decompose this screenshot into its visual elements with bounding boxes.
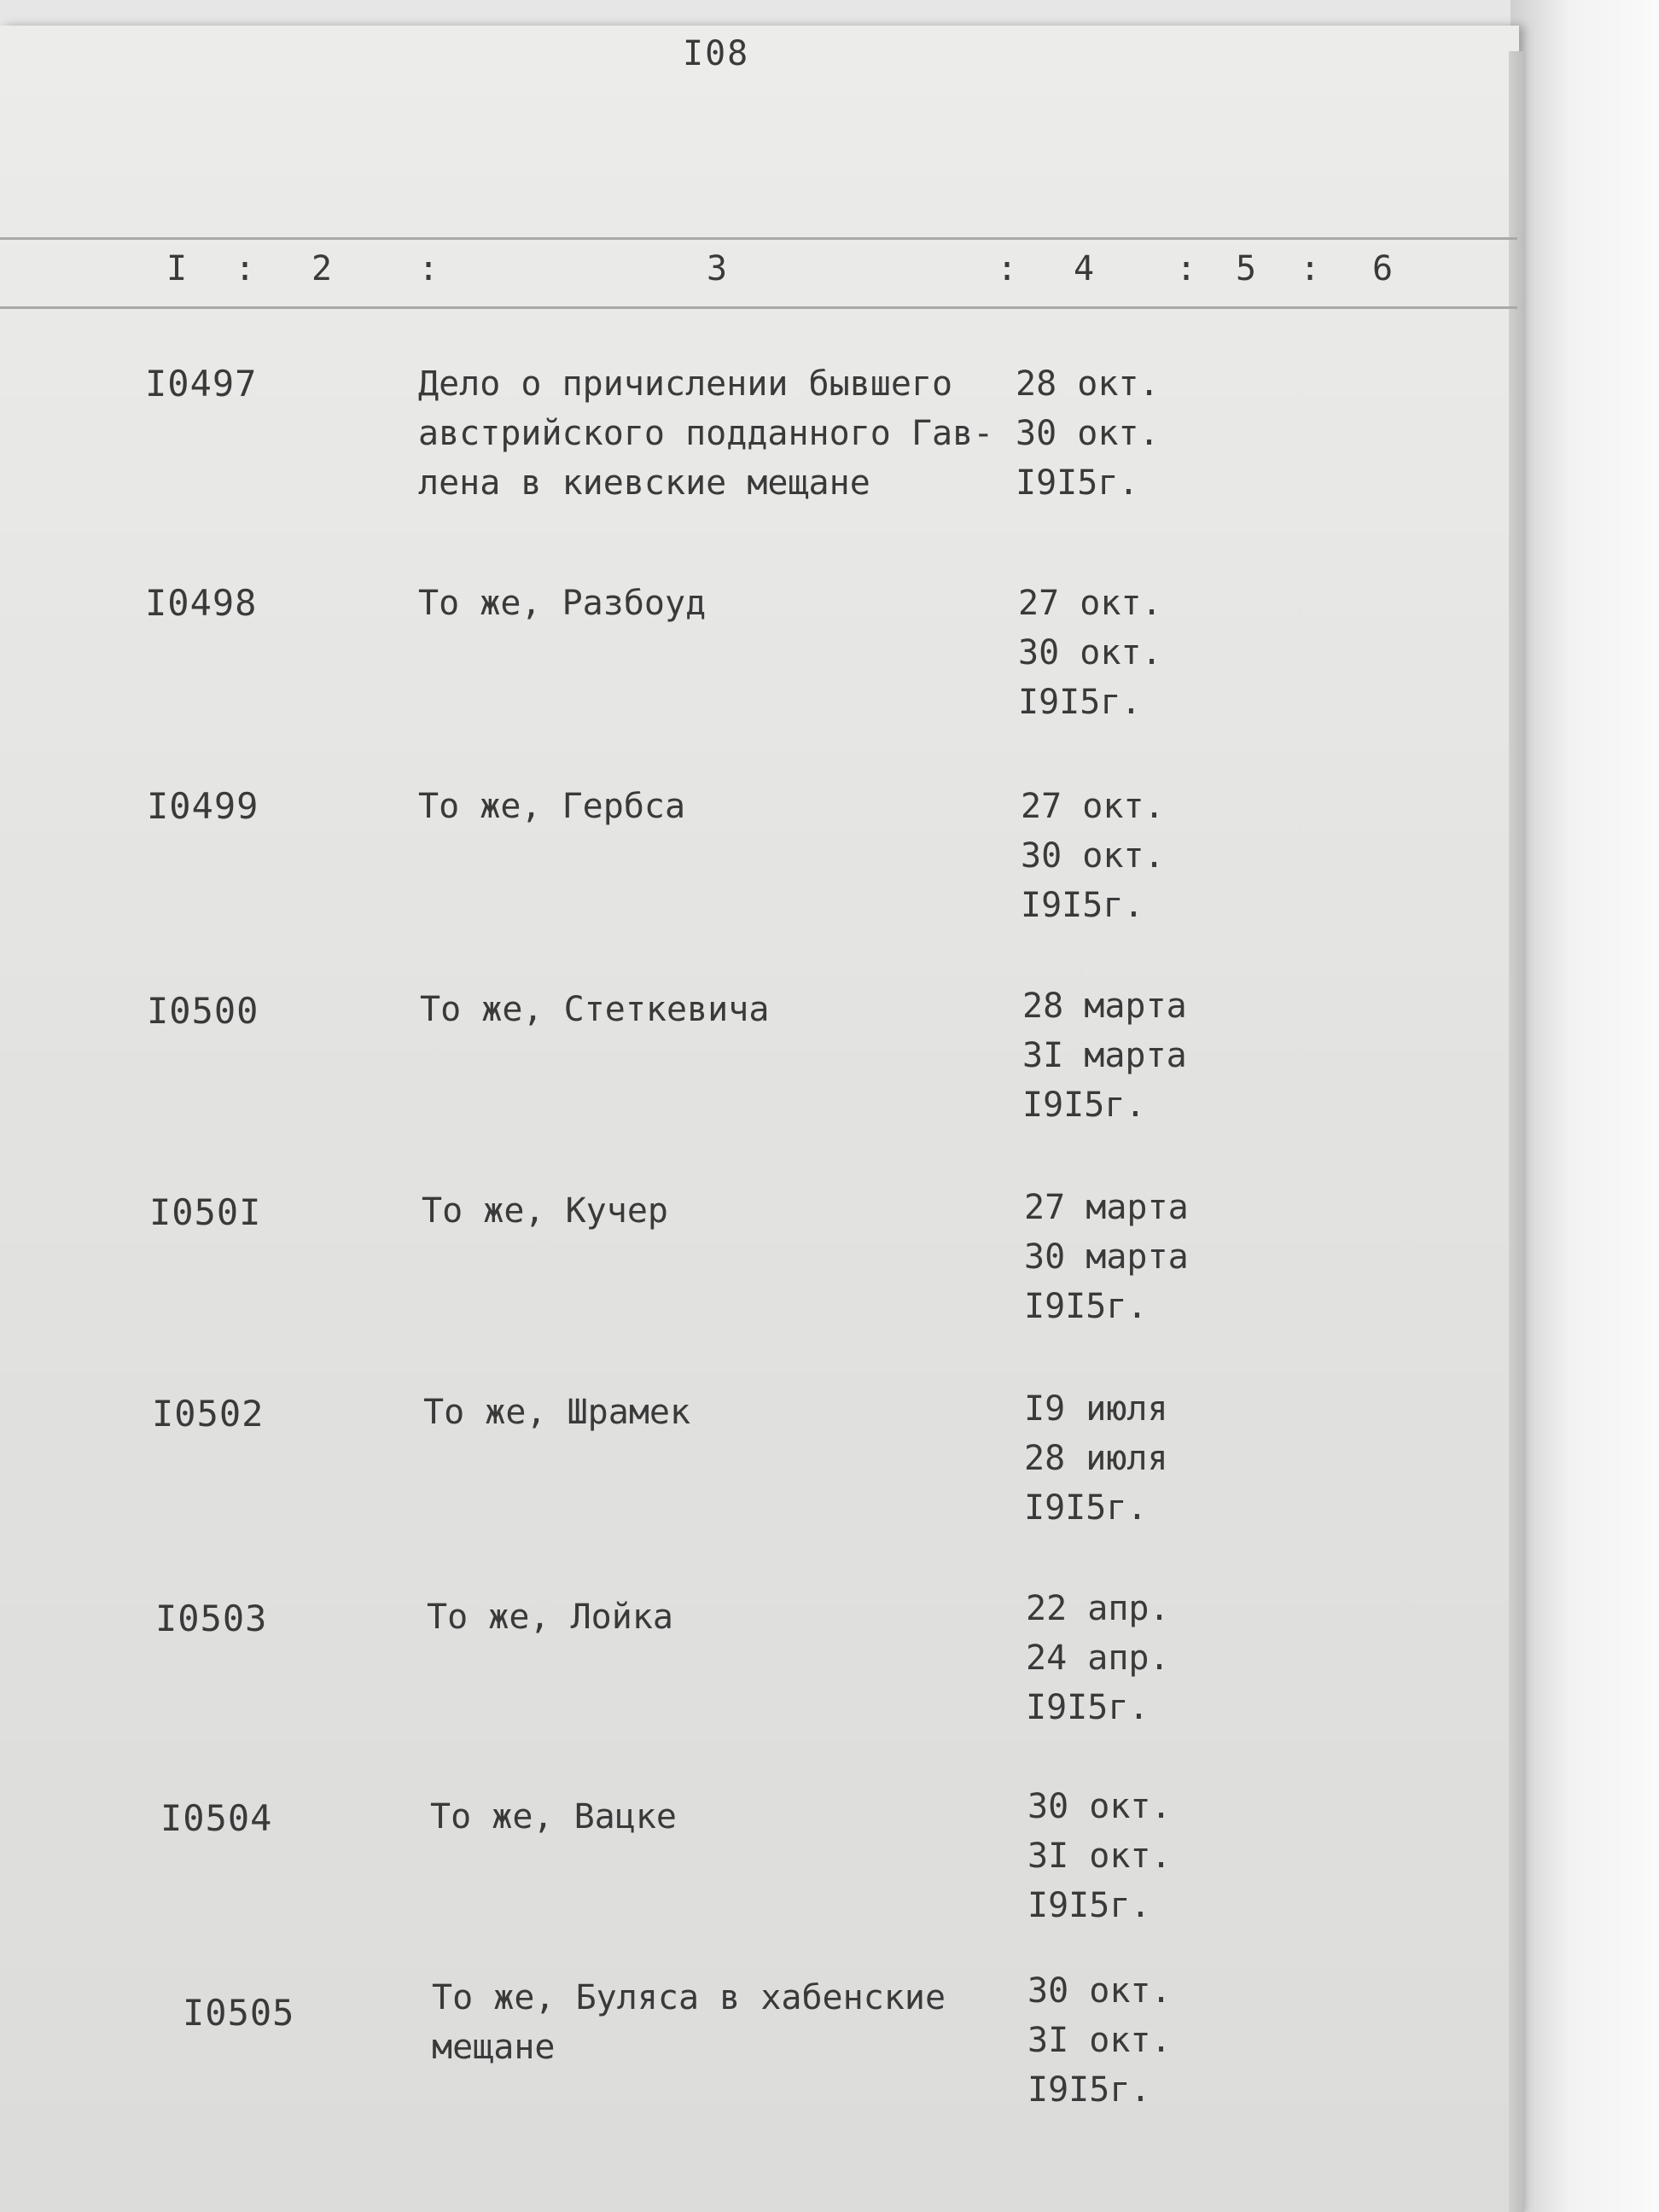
record-number: I050I — [149, 1191, 262, 1233]
record-dates: 27 окт. 30 окт. I9I5г. — [1021, 787, 1165, 925]
column-header-6: 6 — [1372, 249, 1394, 288]
column-separator: : — [418, 249, 439, 288]
record-description: То же, Вацке — [430, 1797, 677, 1837]
background-surface — [1511, 0, 1659, 2212]
record-number: I0504 — [160, 1797, 273, 1839]
record-number: I0498 — [145, 582, 258, 624]
record-number: I0503 — [155, 1598, 268, 1639]
record-dates: 27 окт. 30 окт. I9I5г. — [1018, 584, 1162, 722]
column-separator: : — [235, 249, 256, 288]
record-description: То же, Лойка — [427, 1598, 673, 1637]
record-dates: 30 окт. 3I окт. I9I5г. — [1027, 1971, 1172, 2110]
record-dates: 28 окт. 30 окт. I9I5г. — [1016, 364, 1160, 503]
column-header-2: 2 — [311, 249, 333, 288]
page-edge — [1509, 51, 1524, 2212]
record-description: То же, Стеткевича — [420, 990, 770, 1029]
record-dates: 28 марта 3I марта I9I5г. — [1022, 987, 1187, 1125]
column-separator: : — [997, 249, 1018, 288]
record-description: Дело о причислении бывшего австрийского подданного Гав- лена в киевские мещане — [418, 364, 994, 503]
record-dates: 30 окт. 3I окт. I9I5г. — [1027, 1787, 1172, 1925]
record-number: I0499 — [147, 785, 259, 827]
column-header-3: 3 — [707, 249, 728, 288]
page-number: I08 — [683, 34, 750, 73]
record-description: То же, Кучер — [422, 1191, 668, 1231]
record-dates: 27 марта 30 марта I9I5г. — [1024, 1188, 1189, 1326]
column-header-band — [0, 237, 1517, 309]
record-number: I0497 — [145, 363, 258, 405]
record-dates: 22 апр. 24 апр. I9I5г. — [1026, 1589, 1170, 1727]
column-header-1: I — [166, 249, 188, 288]
document-page — [0, 26, 1519, 2212]
record-dates: I9 июля 28 июля I9I5г. — [1024, 1389, 1168, 1528]
column-separator: : — [1176, 249, 1197, 288]
record-number: I0505 — [183, 1992, 295, 2034]
record-description: То же, Гербса — [418, 787, 686, 826]
record-number: I0502 — [152, 1393, 265, 1435]
column-header-4: 4 — [1074, 249, 1095, 288]
record-description: То же, Буляса в хабенские мещане — [432, 1978, 946, 2067]
column-separator: : — [1300, 249, 1321, 288]
record-description: То же, Разбоуд — [418, 584, 707, 623]
record-number: I0500 — [147, 990, 259, 1032]
record-description: То же, Шрамек — [423, 1393, 691, 1432]
column-header-5: 5 — [1236, 249, 1257, 288]
